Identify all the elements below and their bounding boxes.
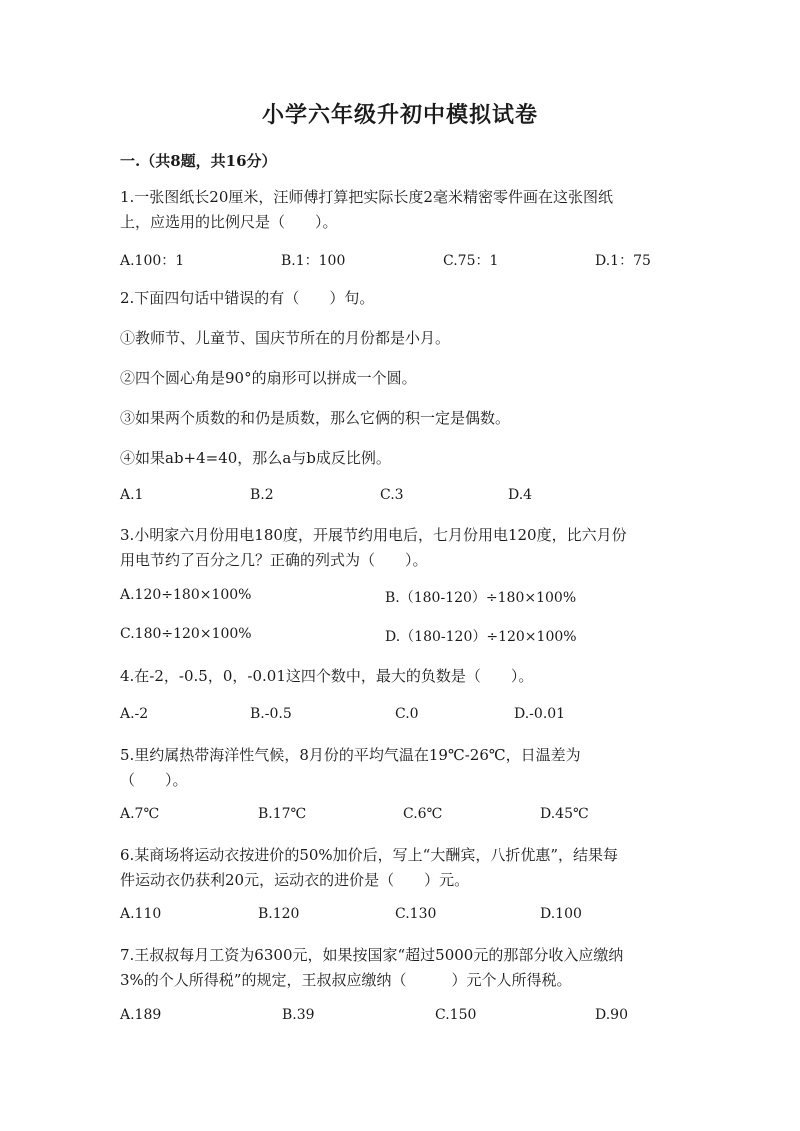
q6-option-c: C.130 (395, 906, 437, 922)
q7-option-a: A.189 (120, 1007, 162, 1023)
q3-option-c: C.180÷120×100% (120, 626, 252, 642)
question-4-text: 4.在-2，-0.5，0，-0.01这四个数中，最大的负数是（ ）。 (120, 667, 534, 685)
q1-option-b: B.1：100 (281, 253, 346, 269)
q2-option-b: B.2 (250, 487, 274, 503)
section-heading: 一.（共8题，共16分） (120, 152, 277, 170)
question-6-text: 件运动衣仍获利20元，运动衣的进价是（ ）元。 (120, 871, 470, 889)
q2-statement: ④如果ab+4=40，那么a与b成反比例。 (120, 449, 391, 467)
q5-option-a: A.7℃ (120, 806, 160, 822)
q6-option-b: B.120 (258, 906, 300, 922)
q3-option-b: B.（180-120）÷180×100% (385, 590, 577, 606)
q2-statement: ②四个圆心角是90°的扇形可以拼成一个圆。 (120, 369, 417, 387)
question-1-text: 1.一张图纸长20厘米，汪师傅打算把实际长度2毫米精密零件画在这张图纸 (120, 188, 613, 206)
q7-option-d: D.90 (595, 1007, 628, 1023)
q4-option-a: A.-2 (120, 706, 149, 722)
q1-option-a: A.100：1 (120, 253, 185, 269)
q5-option-d: D.45℃ (540, 806, 589, 822)
q3-option-d: D.（180-120）÷120×100% (385, 629, 577, 645)
q2-statement: ③如果两个质数的和仍是质数，那么它俩的积一定是偶数。 (120, 409, 511, 427)
question-5-text: 5.里约属热带海洋性气候，8月份的平均气温在19℃-26℃，日温差为 (120, 746, 581, 764)
q5-option-b: B.17℃ (258, 806, 307, 822)
q4-option-d: D.-0.01 (514, 706, 566, 722)
q2-option-c: C.3 (380, 487, 404, 503)
q6-option-a: A.110 (120, 906, 162, 922)
exam-title: 小学六年级升初中模拟试卷 (261, 102, 538, 128)
question-3-text: 3.小明家六月份用电180度，开展节约用电后，七月份用电120度，比六月份 (120, 526, 627, 544)
q1-option-d: D.1：75 (595, 253, 651, 269)
question-3-text: 用电节约了百分之几？正确的列式为（ ）。 (120, 551, 428, 569)
question-2-text: 2.下面四句话中错误的有（ ）句。 (120, 289, 375, 307)
q4-option-b: B.-0.5 (250, 706, 292, 722)
question-5-text: （ ）。 (120, 771, 188, 789)
q4-option-c: C.0 (395, 706, 419, 722)
q3-option-a: A.120÷180×100% (120, 587, 252, 603)
q7-option-b: B.39 (282, 1007, 315, 1023)
q2-option-a: A.1 (120, 487, 144, 503)
q2-statement: ①教师节、儿童节、国庆节所在的月份都是小月。 (120, 329, 451, 347)
q1-option-c: C.75：1 (443, 253, 499, 269)
question-1-text: 上，应选用的比例尺是（ ）。 (120, 213, 338, 231)
q6-option-d: D.100 (540, 906, 582, 922)
q2-option-d: D.4 (508, 487, 533, 503)
q7-option-c: C.150 (435, 1007, 477, 1023)
question-7-text: 7.王叔叔每月工资为6300元，如果按国家“超过5000元的那部分收入应缴纳 (120, 946, 624, 964)
question-6-text: 6.某商场将运动衣按进价的50%加价后，写上“大酬宾，八折优惠”，结果每 (120, 846, 618, 864)
q5-option-c: C.6℃ (403, 806, 443, 822)
question-7-text: 3%的个人所得税”的规定，王叔叔应缴纳（ ）元个人所得税。 (120, 971, 572, 989)
